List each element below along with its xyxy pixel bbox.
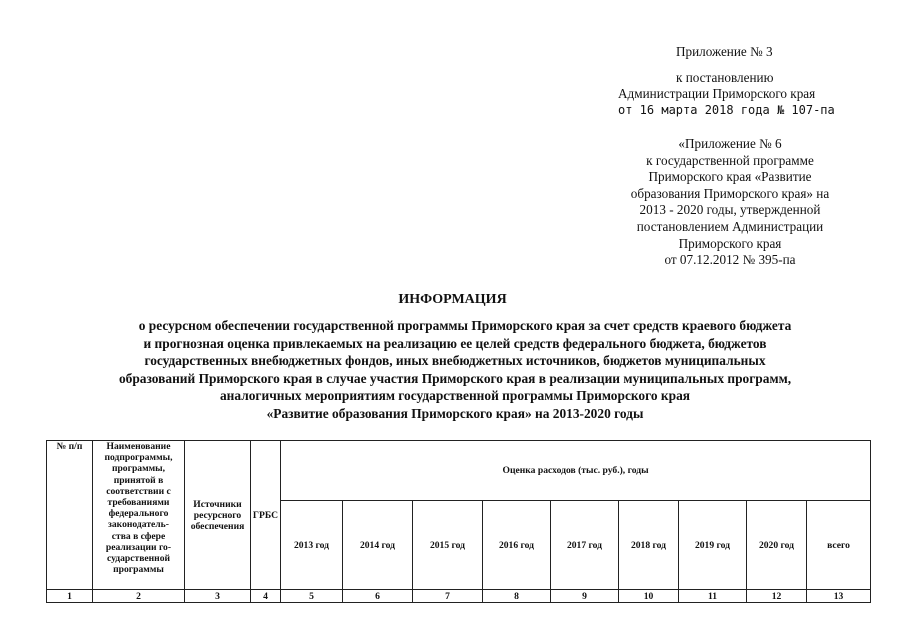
column-number: 2 [93, 590, 185, 603]
previous-appendix-line: Приморского края «Развитие [648, 169, 812, 185]
header-sources-line: Источники [193, 498, 242, 510]
subtitle-line: государственных внебюджетных фондов, иных внебюджетных источников, бюджетов муниципальных [144, 353, 766, 369]
column-number: 12 [747, 590, 807, 603]
header-cell-sources [185, 441, 251, 590]
column-number: 11 [679, 590, 747, 603]
column-number: 10 [619, 590, 679, 603]
previous-appendix-line: образования Приморского края» на [630, 185, 830, 201]
previous-appendix-line: от 07.12.2012 № 395-па [664, 252, 796, 268]
column-number: 3 [185, 590, 251, 603]
header-year-2018: 2018 год [619, 501, 679, 590]
header-name-line: ства в сфере [111, 530, 166, 542]
header-total: всего [807, 501, 871, 590]
column-number: 4 [251, 590, 281, 603]
header-name-line: подпрограммы, [104, 452, 173, 464]
column-number: 7 [413, 590, 483, 603]
header-year-2016: 2016 год [483, 501, 551, 590]
previous-appendix-line: 2013 - 2020 годы, утвержденной [639, 202, 821, 218]
previous-appendix-line: «Приложение № 6 [678, 136, 782, 151]
column-number: 5 [281, 590, 343, 603]
subtitle-line: аналогичных мероприятиям государственной программы Приморского края [219, 388, 691, 404]
header-cell-name [93, 441, 185, 590]
appendix-administration: Администрации Приморского края [618, 86, 816, 101]
header-name-line: программы [113, 564, 164, 576]
header-year-2020: 2020 год [747, 501, 807, 590]
subtitle-line: и прогнозная оценка привлекаемых на реализацию ее целей средств федерального бюджета, бюджетов [143, 335, 767, 351]
header-name-line: реализации го- [105, 541, 172, 553]
subtitle-line: образований Приморского края в случае участия Приморского края в реализации муниципальных программ, [118, 370, 792, 386]
column-number: 8 [483, 590, 551, 603]
header-cell-expenses: Оценка расходов (тыс. руб.), годы [281, 441, 871, 501]
column-number: 6 [343, 590, 413, 603]
document-title: ИНФОРМАЦИЯ [398, 292, 507, 307]
column-number: 13 [807, 590, 871, 603]
previous-appendix-block [600, 136, 860, 269]
appendix-title: Приложение № 3 [676, 44, 773, 59]
document-subtitle [80, 318, 830, 424]
previous-appendix-line: Приморского края [678, 235, 782, 251]
header-name-line: программы, [111, 463, 166, 475]
column-numbers-row [47, 590, 871, 603]
header-year-2015: 2015 год [413, 501, 483, 590]
resource-table [46, 440, 871, 603]
previous-appendix-line: к государственной программе [646, 152, 814, 168]
header-sources-line: ресурсного [193, 509, 242, 521]
appendix-to-resolution: к постановлению [676, 70, 774, 85]
header-name-line: законодатель- [108, 519, 169, 531]
header-year-2019: 2019 год [679, 501, 747, 590]
header-sources-line: обеспечения [190, 520, 245, 532]
header-year-2013: 2013 год [281, 501, 343, 590]
column-number: 9 [551, 590, 619, 603]
previous-appendix-line: постановлением Администрации [636, 218, 824, 234]
column-number: 1 [47, 590, 93, 603]
subtitle-line: о ресурсном обеспечении государственной программы Приморского края за счет средств краевого бюджета [138, 318, 792, 333]
header-cell-grbs: ГРБС [251, 441, 281, 590]
appendix-date-number: от 16 марта 2018 года № 107-па [618, 103, 835, 117]
header-cell-number: № п/п [47, 441, 93, 590]
header-name-line: Наименование [106, 441, 171, 452]
header-name-line: требованиями [107, 497, 170, 509]
header-name-line: принятой в [113, 474, 164, 486]
subtitle-line: «Развитие образования Приморского края» на 2013-2020 годы [266, 405, 644, 421]
header-name-line: соответствии с [106, 485, 171, 497]
header-year-2017: 2017 год [551, 501, 619, 590]
header-name-line: федерального [108, 508, 169, 520]
header-year-2014: 2014 год [343, 501, 413, 590]
header-name-line: сударственной [106, 553, 171, 565]
